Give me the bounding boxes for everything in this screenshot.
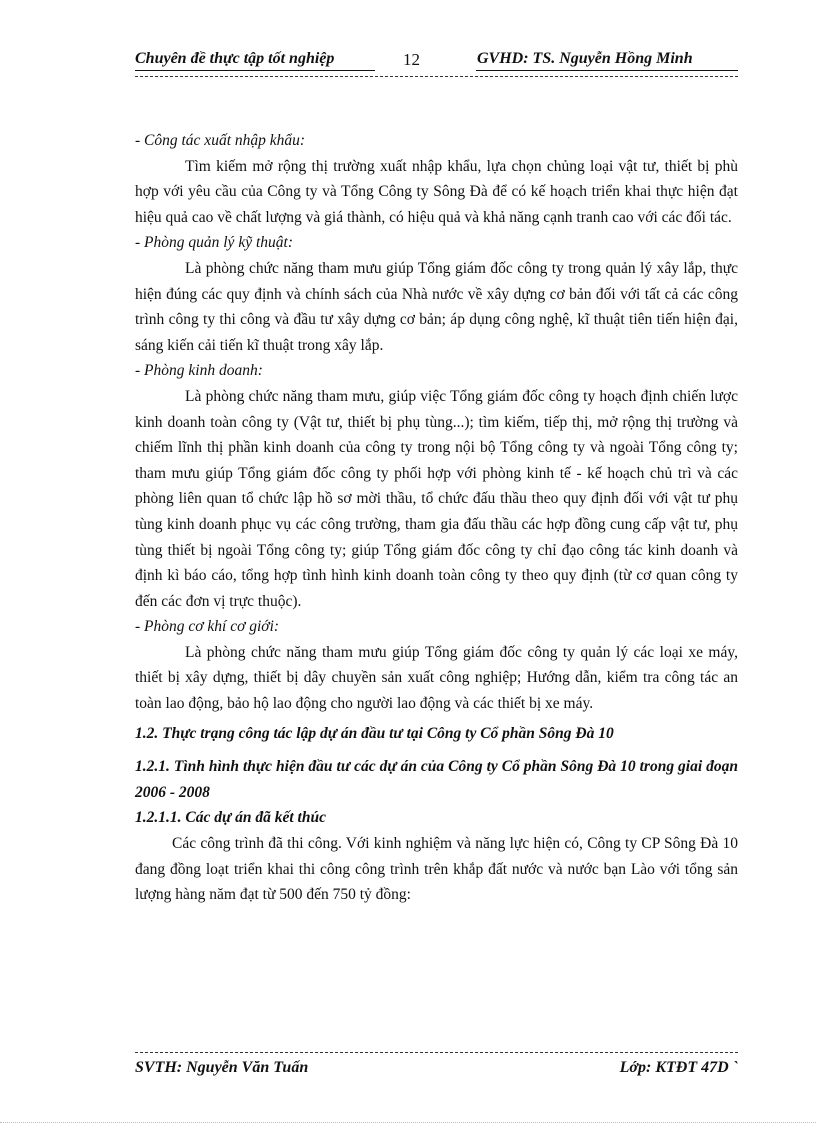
document-body — [135, 128, 738, 908]
page-header — [135, 48, 738, 72]
header-underline-right — [476, 70, 738, 71]
footer-divider — [135, 1052, 738, 1053]
heading-1-2-1-1: 1.2.1.1. Các dự án đã kết thúc — [135, 809, 326, 827]
paragraph-mechanical: Là phòng chức năng tham mưu giúp Tổng giám đốc công ty quản lý các loại xe máy, thiết bị xây dựng, thiết bị dây chuyền sản xuất công nghiệp; Hướng dẫn, kiểm tra công tác an toàn lao động, bảo hộ lao động cho người lao động và các thiết bị xe máy. — [135, 643, 738, 713]
section-title-mechanical: - Phòng cơ khí cơ giới: — [135, 618, 280, 636]
header-document-title: Chuyên đề thực tập tốt nghiệp — [135, 50, 335, 67]
footer-student: SVTH: Nguyễn Văn Tuấn — [135, 1059, 309, 1076]
paragraph-completed-projects: Các công trình đã thi công. Với kinh nghiệm và năng lực hiện có, Công ty CP Sông Đà 10 đang đồng loạt triển khai thi công công trình trên khắp đất nước và nước bạn Lào với tổng sản lượng hàng năm đạt từ 500 đến 750 tỷ đồng: — [135, 835, 738, 904]
heading-1-2-1: 1.2.1. Tình hình thực hiện đầu tư các dự án của Công ty Cổ phần Sông Đà 10 trong giai đoạn 2006 - 2008 — [135, 758, 738, 801]
page-number: 12 — [403, 50, 420, 69]
section-title-technical: - Phòng quản lý kỹ thuật: — [135, 234, 293, 252]
section-title-import-export: - Công tác xuất nhập khẩu: — [135, 132, 306, 149]
header-underline-left — [135, 70, 375, 71]
header-divider — [135, 76, 738, 77]
heading-1-2: 1.2. Thực trạng công tác lập dự án đầu tư tại Công ty Cổ phần Sông Đà 10 — [135, 724, 614, 742]
paragraph-business: Là phòng chức năng tham mưu, giúp việc Tổng giám đốc công ty hoạch định chiến lược kinh doanh toàn công ty (Vật tư, thiết bị phụ tùng...); tìm kiếm, tiếp thị, mở rộng thị trường và chiếm lĩnh thị phần kinh doanh của công ty trong nội bộ Tổng công ty và ngoài Tổng công ty; tham mưu giúp Tổng giám đốc công ty phối hợp với phòng kinh tế - kế hoạch chủ trì và các phòng liên quan tổ chức lập hồ sơ mời thầu, tổ chức đấu thầu theo quy định đối với vật tư phụ tùng kinh doanh phục vụ các công trường, tham gia đấu thầu các hợp đồng cung cấp vật tư, phụ tùng thiết bị ngoài Tổng công ty; giúp Tổng giám đốc công ty chỉ đạo công tác kinh doanh và định kì báo cáo, tổng hợp tình hình kinh doanh toàn công ty theo quy định (từ cơ quan công ty đến các đơn vị trực thuộc). — [135, 387, 738, 610]
section-title-business: - Phòng kinh doanh: — [135, 362, 263, 380]
footer-class: Lớp: KTĐT 47D ` — [619, 1059, 738, 1076]
paragraph-import-export: Tìm kiếm mở rộng thị trường xuất nhập khẩu, lựa chọn chủng loại vật tư, thiết bị phù hợp với yêu cầu của Công ty và Tổng Công ty Sông Đà để có kế hoạch triển khai thực hiện đạt hiệu quả cao về chất lượng và giá thành, có hiệu quả và khả năng cạnh tranh cao với các đối tác. — [135, 157, 738, 226]
header-supervisor: GVHD: TS. Nguyễn Hồng Minh — [477, 50, 693, 67]
paragraph-technical: Là phòng chức năng tham mưu giúp Tổng giám đốc công ty trong quản lý xây lắp, thực hiện đúng các quy định và chính sách của Nhà nước về xây dựng cơ bản đối với tất cả các công trình công ty thi công và đầu tư xây dựng cơ bản; áp dụng công nghệ, kĩ thuật tiên tiến hiện đại, sáng kiến cải tiến kĩ thuật trong xây lắp. — [135, 259, 738, 354]
